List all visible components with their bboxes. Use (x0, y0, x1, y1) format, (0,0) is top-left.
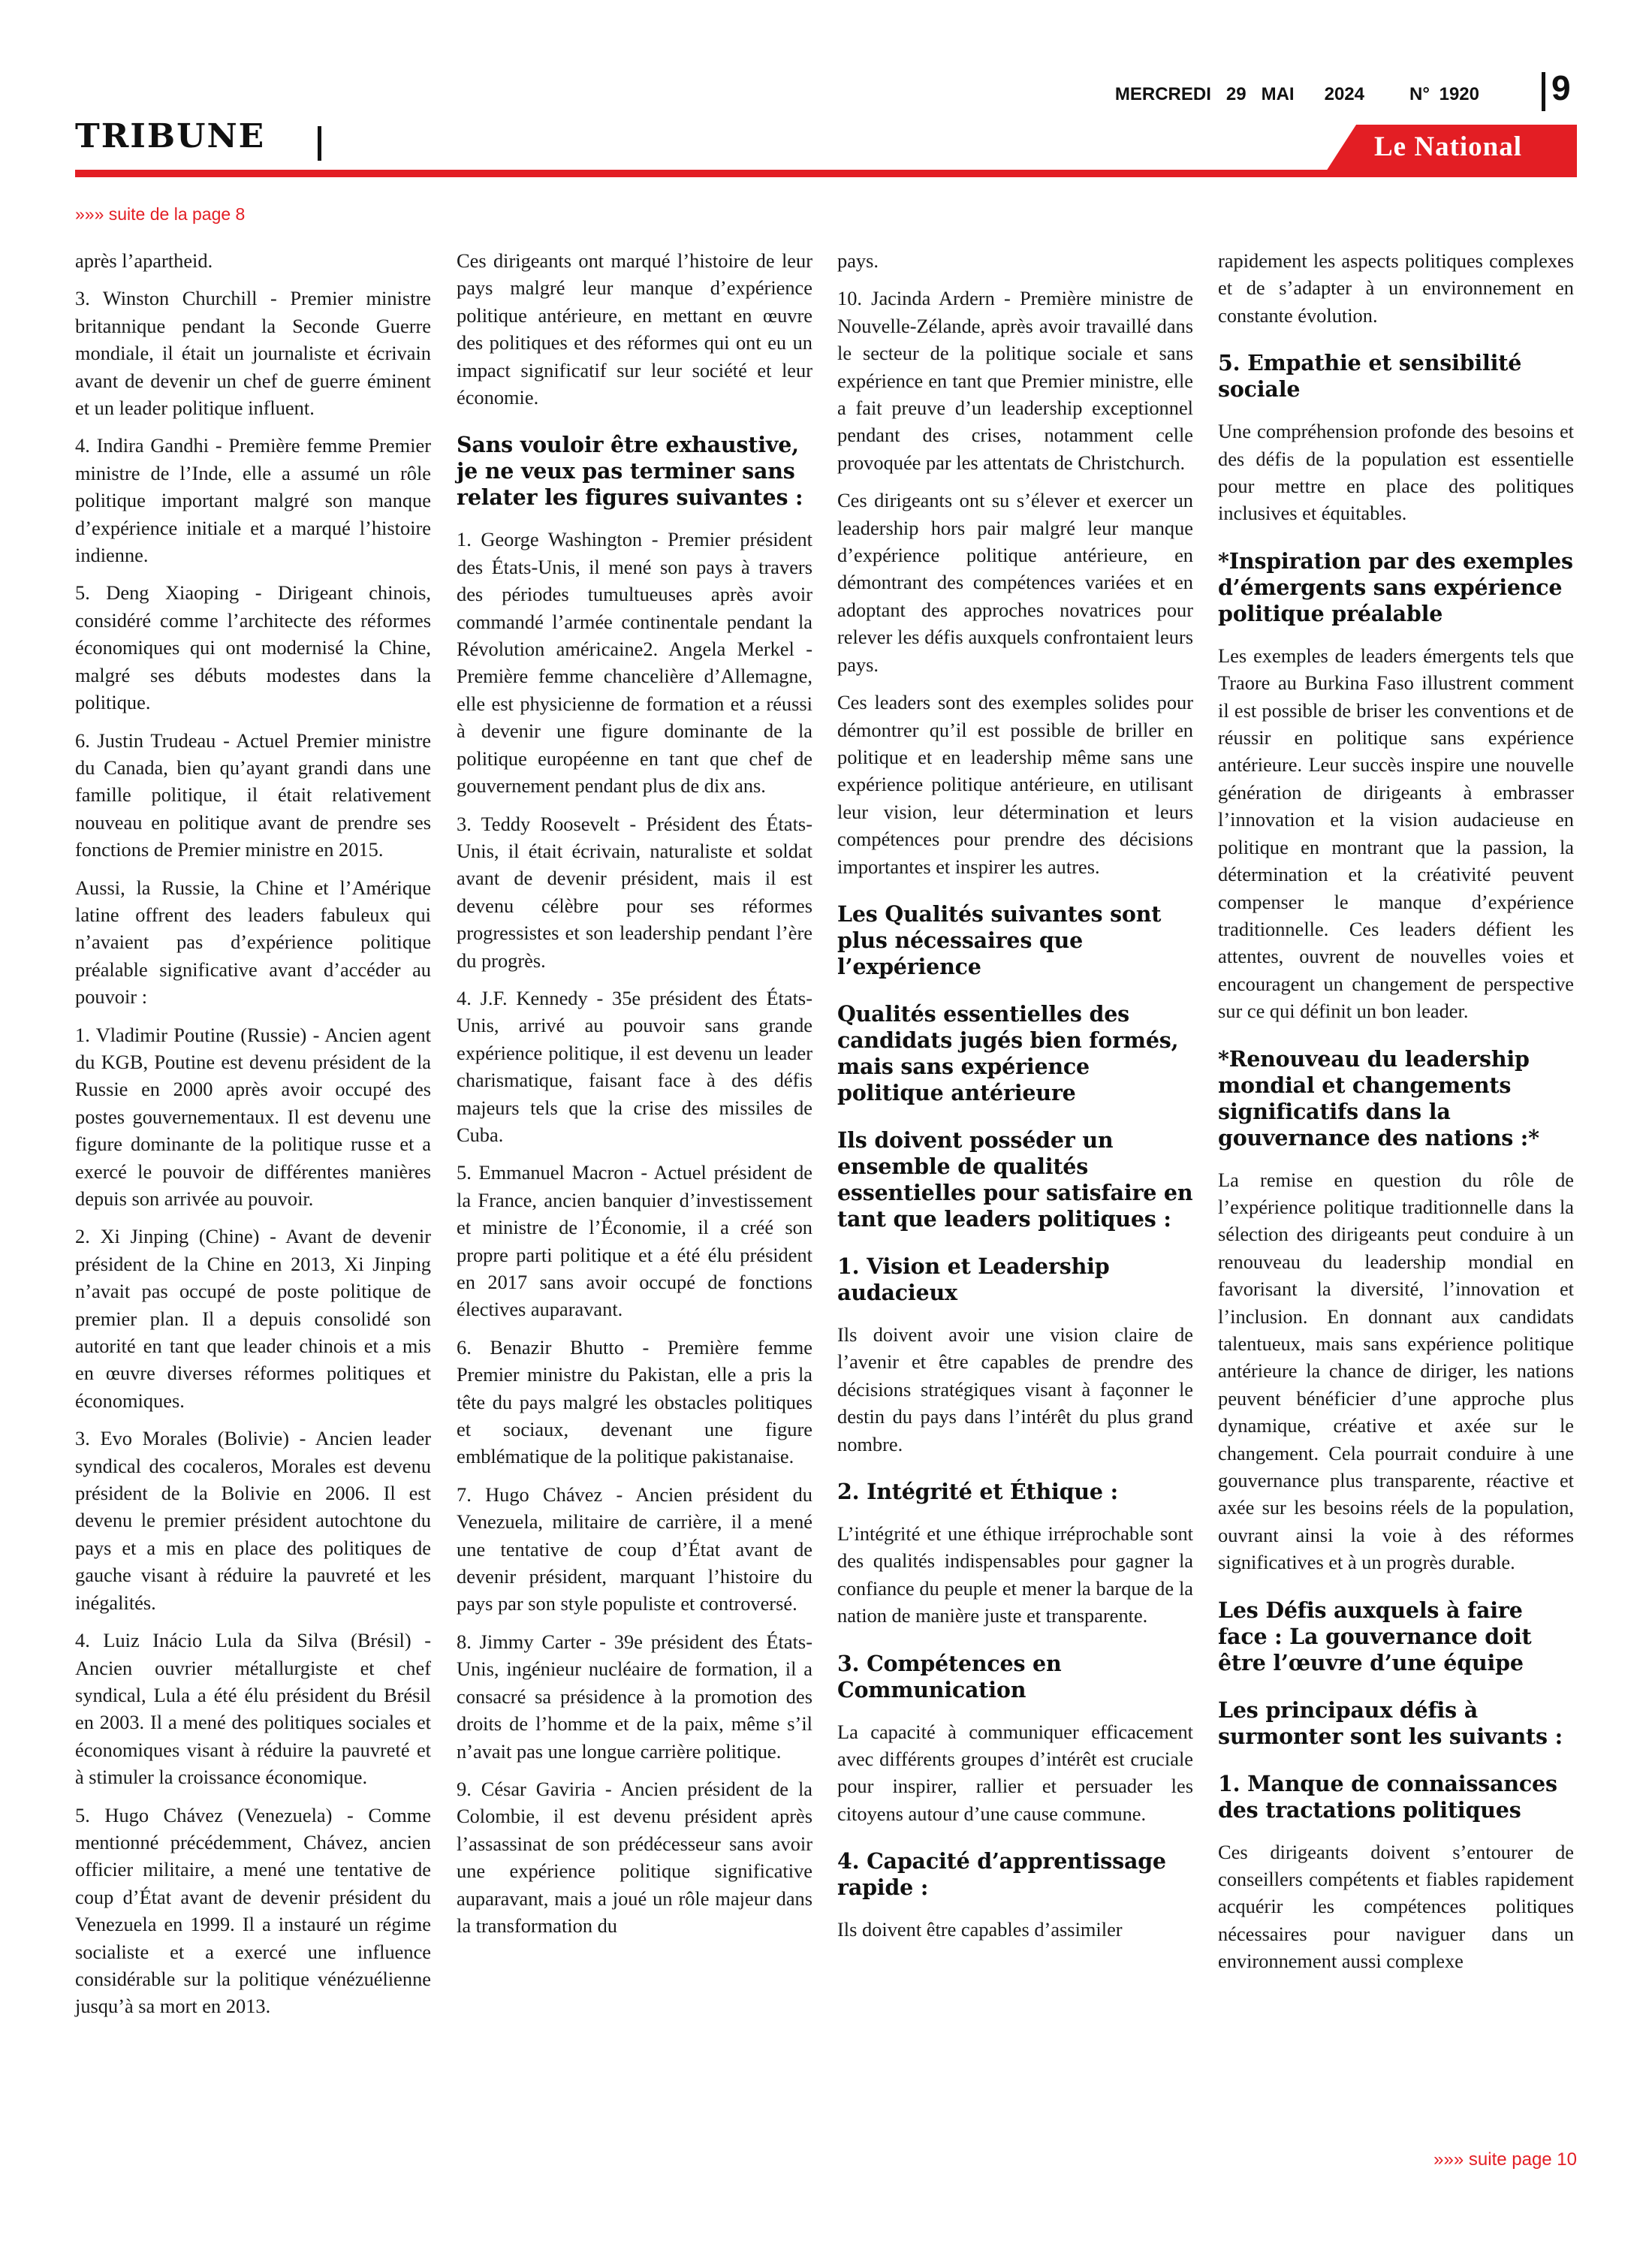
subheading: Les Défis auxquels à faire face : La gouvernance doit être l’œuvre d’une équipe (1218, 1597, 1532, 1675)
paragraph: Aussi, la Russie, la Chine et l’Amérique latine offrent des leaders fabuleux qui n’avaient pas d’expérience politique préalable significative avant d’accéder au pouvoir : (75, 876, 431, 1009)
paragraph: 5. Emmanuel Macron - Actuel président de la France, ancien banquier d’investissement et ministre de l’Économie, il a créé son propre parti politique et a été élu président en 2017 sans avoir occupé de fonctions électives auparavant. (457, 1161, 812, 1321)
paragraph: L’intégrité et une éthique irréprochable sont des qualités indispensables pour gagner la confiance du peuple et mener la barque de la nation de manière juste et transparente. (837, 1522, 1193, 1627)
section-title-bar (318, 126, 321, 161)
continued-from-note: »»» suite de la page 8 (75, 204, 246, 224)
header-rule (75, 170, 1577, 177)
page-number-separator (1542, 72, 1545, 111)
paragraph: 6. Justin Trudeau - Actuel Premier ministre du Canada, bien qu’ayant grandi dans une famille politique, il était relativement nouveau en politique avant de prendre ses fonctions de Premier ministre en 2015. (75, 728, 431, 861)
continued-to-note: »»» suite page 10 (1433, 2149, 1577, 2170)
article-column-2 (457, 247, 812, 1950)
paragraph: 1. Vladimir Poutine (Russie) - Ancien agent du KGB, Poutine est devenu président de la Russie en 2000 après avoir occupé des postes gouvernementaux. Il est devenu une figure dominante de la politique russe et a exercé le pouvoir de différentes manières depuis son arrivée au pouvoir. (75, 1023, 431, 1210)
paragraph: 6. Benazir Bhutto - Première femme Premier ministre du Pakistan, elle a pris la tête du pays malgré les obstacles politiques et sociaux, devenant une figure emblématique de la politique pakistanaise. (457, 1335, 812, 1468)
paragraph: 4. Indira Gandhi - Première femme Premier ministre de l’Inde, elle a assumé un rôle politique important malgré son manque d’expérience initiale et a marqué l’histoire indienne. (75, 434, 431, 567)
issue-day: 29 (1225, 84, 1247, 104)
subheading: Les Qualités suivantes sont plus nécessaires que l’expérience (837, 900, 1162, 979)
subheading: Les principaux défis à surmonter sont les suivants : (1218, 1697, 1563, 1749)
article-column-4 (1218, 247, 1574, 1986)
subheading: 4. Capacité d’apprentissage rapide : (837, 1848, 1166, 1901)
paragraph: La capacité à communiquer efficacement avec différents groupes d’intérêt est cruciale pour inspirer, rallier et persuader les citoyens autour d’une cause commune. (837, 1720, 1193, 1825)
issue-weekday: MERCREDI (1114, 84, 1211, 104)
subheading: 2. Intégrité et Éthique : (837, 1478, 1118, 1504)
subheading: 1. Manque de connaissances des tractations politiques (1218, 1770, 1557, 1823)
issue-date-line (1094, 84, 1479, 105)
paragraph: 7. Hugo Chávez - Ancien président du Venezuela, militaire de carrière, il a mené une tentative de coup d’État avant de devenir président, marquant l’histoire du pays par son style populiste et controversé. (457, 1482, 812, 1615)
paragraph: 3. Evo Morales (Bolivie) - Ancien leader syndical des cocaleros, Morales est devenu président de la Bolivie en 2006. Il est devenu le premier président autochtone du pays et a mis en place des politiques de gauche visant à réduire la pauvreté et les inégalités. (75, 1427, 431, 1614)
paragraph: rapidement les aspects politiques complexes et de s’adapter à un environnement en constante évolution. (1218, 249, 1574, 327)
subheading: Sans vouloir être exhaustive, je ne veux pas terminer sans relater les figures suivantes : (457, 432, 803, 511)
brand-name: Le National (1374, 131, 1523, 162)
paragraph: La remise en question du rôle de l’expérience politique traditionnelle dans la sélection des dirigeants peut conduire à un renouveau du leadership mondial en favorisant la diversité, l’innovation et l’inclusion. En donnant aux candidats talentueux, mais sans expérience politique antérieure la chance de diriger, les nations peuvent bénéficier d’une approche plus dynamique, créative et axée sur le changement. Cela pourrait conduire à une gouvernance plus transparente, réactive et axée sur les besoins réels de la population, ouvrant ainsi la voie à des réformes significatives et à un progrès durable. (1218, 1168, 1574, 1574)
paragraph: Ces dirigeants ont su s’élever et exercer un leadership hors pair malgré leur manque d’expérience politique antérieure, en démontrant des compétences variées et en adoptant des approches novatrices pour relever les défis auxquels confrontaient leurs pays. (837, 489, 1193, 676)
issue-month: MAI (1261, 84, 1295, 104)
paragraph: 4. Luiz Inácio Lula da Silva (Brésil) - Ancien ouvrier métallurgiste et chef syndical, Lula a été élu président du Brésil en 2003. Il a mené des politiques sociales et économiques visant à réduire la pauvreté et à stimuler la croissance économique. (75, 1629, 431, 1789)
issue-number: N° 1920 (1409, 84, 1479, 104)
paragraph: Ils doivent être capables d’assimiler (837, 1918, 1123, 1941)
paragraph: 3. Teddy Roosevelt - Président des États-Unis, il était écrivain, naturaliste et soldat avant de devenir président, mais il est devenu célèbre pour ses réformes progressistes et son leadership pendant l’ère du progrès. (457, 812, 812, 972)
subheading: *Renouveau du leadership mondial et changements significatifs dans la gouvernance des nations :* (1218, 1045, 1539, 1151)
paragraph: Ils doivent avoir une vision claire de l’avenir et être capables de prendre des décisions stratégiques visant à façonner le destin du pays dans l’intérêt du plus grand nombre. (837, 1323, 1193, 1455)
paragraph: Ces leaders sont des exemples solides pour démontrer qu’il est possible de briller en politique et en leadership même sans une expérience politique antérieure, en utilisant leur vision, leur détermination et leurs compétences pour prendre des décisions importantes et inspirer les autres. (837, 691, 1193, 878)
paragraph: 4. J.F. Kennedy - 35e président des États-Unis, arrivé au pouvoir sans grande expérience politique, il est devenu un leader charismatique, faisant face à des défis majeurs tels que la crise des missiles de Cuba. (457, 986, 812, 1146)
paragraph: Ces dirigeants doivent s’entourer de conseillers compétents et fiables rapidement acquérir les compétences politiques nécessaires pour naviguer dans un environnement aussi complexe (1218, 1840, 1574, 1973)
page-header (0, 0, 1652, 224)
paragraph: après l’apartheid. (75, 249, 213, 272)
paragraph: 1. George Washington - Premier président des États-Unis, il mené son pays à travers des périodes tumultueuses après avoir commandé l’armée continentale pendant la Révolution américaine2. Angela Merkel - Première femme chancelière d’Allemagne, elle est physicienne de formation et a réussi à devenir une figure dominante de la politique européenne en tant que chef de gouvernement pendant plus de dix ans. (457, 528, 812, 798)
subheading: 5. Empathie et sensibilité sociale (1218, 350, 1522, 403)
article-column-1 (75, 247, 431, 2031)
paragraph: 5. Hugo Chávez (Venezuela) - Comme mentionné précédemment, Chávez, ancien officier militaire, a mené une tentative de coup d’État avant de devenir président du Venezuela en 1999. Il a instauré un régime socialiste et a exercé une influence considérable sur la politique vénézuélienne jusqu’à sa mort en 2013. (75, 1803, 431, 2018)
paragraph: Une compréhension profonde des besoins et des défis de la population est essentielle pour mettre en place des politiques inclusives et équitables. (1218, 420, 1574, 525)
paragraph: 5. Deng Xiaoping - Dirigeant chinois, considéré comme l’architecte des réformes économiques qui ont modernisé la Chine, malgré ses débuts modestes dans la politique. (75, 581, 431, 714)
paragraph: 3. Winston Churchill - Premier ministre britannique pendant la Seconde Guerre mondiale, il était un journaliste et écrivain avant de devenir un chef de guerre éminent et un leader politique influent. (75, 287, 431, 420)
paragraph: Ces dirigeants ont marqué l’histoire de leur pays malgré leur manque d’expérience politique antérieure, en mettant en œuvre des politiques et des réformes qui ont eu un impact significatif sur leur société et leur économie. (457, 249, 812, 409)
paragraph: 8. Jimmy Carter - 39e président des États-Unis, ingénieur nucléaire de formation, il a consacré sa présidence à la promotion des droits de l’homme et de la paix, même s’il n’avait pas une longue carrière politique. (457, 1630, 812, 1763)
subheading: 3. Compétences en Communication (837, 1650, 1062, 1703)
subheading: Qualités essentielles des candidats jugés bien formés, mais sans expérience politique antérieure (837, 1000, 1179, 1105)
subheading: Ils doivent posséder un ensemble de qualités essentielles pour satisfaire en tant que leaders politiques : (837, 1126, 1193, 1232)
paragraph: 9. César Gaviria - Ancien président de la Colombie, il est devenu président après l’assassinat de son prédécesseur sans avoir une expérience politique significative auparavant, mais a joué un rôle majeur dans la transformation du (457, 1777, 812, 1937)
paragraph: 2. Xi Jinping (Chine) - Avant de devenir président de la Chine en 2013, Xi Jinping n’avait pas occupé de poste politique de premier plan. Il a depuis consolidé son autorité en tant que leader chinois et a mis en œuvre diverses réformes politiques et économiques. (75, 1225, 431, 1412)
article-column-3 (837, 247, 1193, 1954)
paragraph: pays. (837, 249, 879, 272)
subheading: *Inspiration par des exemples d’émergents sans expérience politique préalable (1218, 547, 1573, 626)
page-number: 9 (1551, 68, 1571, 107)
paragraph: Les exemples de leaders émergents tels que Traore au Burkina Faso illustrent comment il est possible de briser les conventions et de réussir en politique sans expérience antérieure. Leur succès inspire une nouvelle génération de dirigeants à embrasser l’innovation et la vision audacieuse en politique en montrant que la passion, la détermination et la créativité peuvent compenser le manque d’expérience traditionnelle. Ces leaders défient les attentes, ouvrent de nouvelles voies et encouragent un changement de perspective sur ce qui définit un bon leader. (1218, 644, 1574, 1023)
subheading: 1. Vision et Leadership audacieux (837, 1253, 1110, 1305)
issue-year: 2024 (1324, 84, 1364, 104)
paragraph: 10. Jacinda Ardern - Première ministre de Nouvelle-Zélande, après avoir travaillé dans le secteur de la politique sociale et sans expérience en tant que Premier ministre, elle a fait preuve d’un leadership exceptionnel pendant des crises, notamment celle provoquée par les attentats de Christchurch. (837, 287, 1193, 474)
section-title: TRIBUNE (75, 117, 266, 155)
